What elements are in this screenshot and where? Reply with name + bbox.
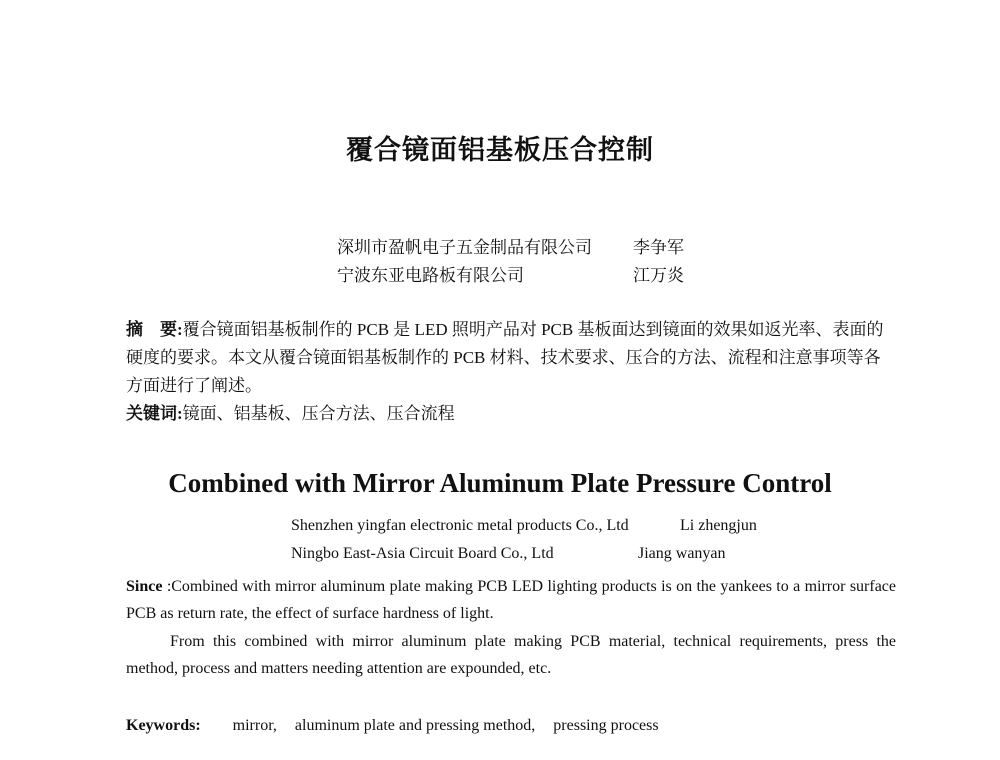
en-author-2 (638, 545, 726, 563)
cn-keywords-text: 镜面、铝基板、压合方法、压合流程 (182, 404, 455, 423)
en-keyword-2: aluminum plate and pressing method, (294, 717, 536, 734)
cn-abstract-text: 覆合镜面铝基板制作的 PCB 是 LED 照明产品对 PCB 基板面达到镜面的效果如返光率、表面的硬度的要求。本文从覆合镜面铝基板制作的 PCB 材料、技术要求、压合的方法、流程和注意事项等各方面进行了阐述。 (126, 320, 884, 395)
en-author-1 (680, 517, 757, 535)
en-keyword-1: mirror, (232, 717, 277, 734)
chinese-title: 覆合镜面铝基板压合控制 (346, 135, 654, 165)
cn-abstract (126, 316, 896, 400)
en-author-name: Li zhengjun (680, 517, 757, 534)
cn-author-name: 江万炎 (633, 266, 684, 285)
cn-author-1 (633, 233, 684, 258)
cn-author-2 (633, 261, 684, 286)
en-abstract-text: :Combined with mirror aluminum plate making PCB LED lighting products is on the yankees to a mirror surface PCB as return rate, the effect of surface hardness of light. (126, 578, 896, 622)
en-affiliation-org: Shenzhen yingfan electronic metal products Co., Ltd (291, 517, 629, 534)
en-affiliation-2 (291, 545, 554, 563)
cn-author-name: 李争军 (633, 238, 684, 257)
cn-affiliation-org: 深圳市盈帆电子五金制品有限公司 (337, 238, 592, 257)
cn-abstract-label: 摘 要: (126, 320, 183, 339)
en-abstract (126, 573, 896, 627)
en-affiliation-org: Ningbo East-Asia Circuit Board Co., Ltd (291, 545, 554, 562)
cn-keywords (126, 400, 896, 428)
cn-affiliation-org: 宁波东亚电路板有限公司 (337, 266, 524, 285)
en-abstract-text-2: From this combined with mirror aluminum plate making PCB material, technical requirements, press the method, process and matters needing attention are expounded, etc. (126, 633, 896, 677)
cn-keywords-label: 关键词: (126, 404, 183, 423)
en-keywords-label: Keywords: (126, 717, 201, 734)
english-title: Combined with Mirror Aluminum Plate Pressure Control (168, 468, 832, 498)
cn-affiliation-1 (337, 233, 592, 258)
en-abstract-paragraph-2 (126, 628, 896, 682)
en-keyword-3: pressing process (553, 717, 659, 734)
en-author-name: Jiang wanyan (638, 545, 726, 562)
en-affiliation-1 (291, 517, 629, 535)
en-keywords (126, 712, 896, 739)
en-abstract-label: Since (126, 578, 163, 595)
cn-affiliation-2 (337, 261, 524, 286)
